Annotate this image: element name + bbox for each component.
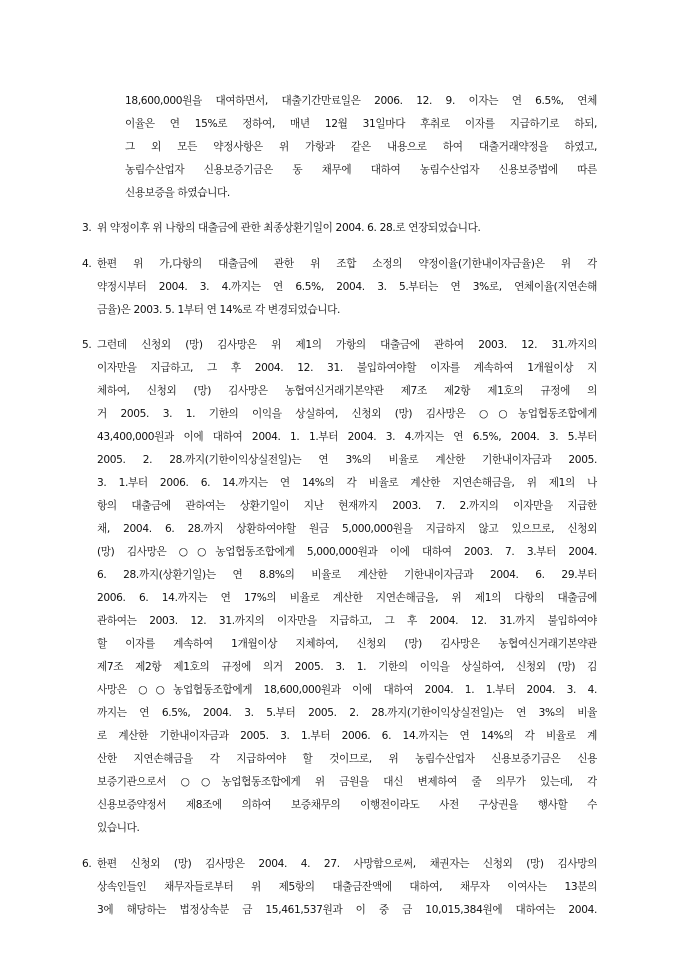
text-line: 할 이자를 계속하여 1개월이상 지체하여, 신청외 (망) 김사망은 농협여신거래기본약관 <box>97 638 597 650</box>
text-line: 거 2005. 3. 1. 기한의 이익을 상실하여, 신청외 (망) 김사망은 ○○농업협동조합에게 <box>97 408 597 420</box>
paragraph-number: 4. <box>82 258 92 270</box>
text-line: 약정시부터 2004. 3. 4.까지는 연 6.5%, 2004. 3. 5.부터는 연 3%로, 연체이율(지연손해 <box>97 281 597 293</box>
text-line: 보증기관으로서 ○○농업협동조합에게 위 금원을 대신 변제하여 줄 의무가 있는데, 각 <box>97 776 597 788</box>
text-line: 3. 1.부터 2006. 6. 14.까지는 연 14%의 각 비율로 계산한 지연손해금을, 위 제1의 나 <box>97 477 597 489</box>
text-line: 신용보증을 하였습니다. <box>125 187 230 199</box>
text-line: 이율은 연 15%로 정하여, 매년 12월 31일마다 후취로 이자를 지급하기로 하되, <box>125 118 597 130</box>
paragraph-number: 3. <box>82 222 92 234</box>
text-line: 6. 28.까지(상환기일)는 연 8.8%의 비율로 계산한 기한내이자금과 2004. 6. 29.부터 <box>97 569 597 581</box>
text-line: 그 외 모든 약정사항은 위 가항과 같은 내용으로 하여 대출거래약정을 하였고, <box>125 141 597 153</box>
text-line: 신용보증약정서 제8조에 의하여 보증채무의 이행전이라도 사전 구상권을 행사할 수 <box>97 799 597 811</box>
text-line: 43,400,000원과 이에 대하여 2004. 1. 1.부터 2004. 3. 4.까지는 연 6.5%, 2004. 3. 5.부터 <box>97 431 597 443</box>
paragraph-number: 6. <box>82 858 92 870</box>
text-line: 금율)은 2003. 5. 1부터 연 14%로 각 변경되었습니다. <box>97 304 341 316</box>
paragraph-number: 5. <box>82 339 92 351</box>
text-line: 로 계산한 기한내이자금과 2005. 3. 1.부터 2006. 6. 14.까지는 연 14%의 각 비율로 계 <box>97 730 597 742</box>
text-line: 2005. 2. 28.까지(기한이익상실전일)는 연 3%의 비율로 계산한 기한내이자금과 2005. <box>97 454 597 466</box>
text-line: (망) 김사망은 ○○농업협동조합에게 5,000,000원과 이에 대하여 2003. 7. 3.부터 2004. <box>97 546 597 558</box>
text-line: 사망은 ○○농업협동조합에게 18,600,000원과 이에 대하여 2004. 1. 1.부터 2004. 3. 4. <box>97 684 597 696</box>
text-line: 위 약정이후 위 나항의 대출금에 관한 최종상환기일이 2004. 6. 28.로 연장되었습니다. <box>97 222 481 234</box>
text-line: 이자만을 지급하고, 그 후 2004. 12. 31. 불입하여야할 이자를 계속하여 1개월이상 지 <box>97 362 597 374</box>
text-line: 제7조 제2항 제1호의 규정에 의거 2005. 3. 1. 기한의 이익을 상실하여, 신청외 (망) 김 <box>97 661 597 673</box>
text-line: 18,600,000원을 대여하면서, 대출기간만료일은 2006. 12. 9. 이자는 연 6.5%, 연체 <box>125 95 597 107</box>
text-line: 2006. 6. 14.까지는 연 17%의 비율로 계산한 지연손해금을, 위 제1의 다항의 대출금에 <box>97 592 597 604</box>
text-line: 항의 대출금에 관하여는 상환기일이 지난 현재까지 2003. 7. 2.까지의 이자만을 지급한 <box>97 500 597 512</box>
text-line: 한편 신청외 (망) 김사망은 2004. 4. 27. 사망함으로써, 채권자는 신청외 (망) 김사망의 <box>97 858 597 870</box>
text-line: 상속인들인 채무자들로부터 위 제5항의 대출금잔액에 대하여, 채무자 이여사는 13분의 <box>97 881 597 893</box>
text-line: 산한 지연손해금을 각 지급하여야 할 것이므로, 위 농림수산업자 신용보증기금은 신용 <box>97 753 597 765</box>
text-line: 그런데 신청외 (망) 김사망은 위 제1의 가항의 대출금에 관하여 2003. 12. 31.까지의 <box>97 339 597 351</box>
text-line: 관하여는 2003. 12. 31.까지의 이자만을 지급하고, 그 후 2004. 12. 31.까지 불입하여야 <box>97 615 597 627</box>
text-line: 3에 해당하는 법정상속분 금 15,461,537원과 이 중 금 10,015,384원에 대하여는 2004. <box>97 904 597 916</box>
text-line: 농림수산업자 신용보증기금은 동 채무에 대하여 농림수산업자 신용보증법에 따른 <box>125 164 597 176</box>
text-line: 까지는 연 6.5%, 2004. 3. 5.부터 2005. 2. 28.까지(기한이익상실전일)는 연 3%의 비율 <box>97 707 597 719</box>
text-line: 채, 2004. 6. 28.까지 상환하여야할 원금 5,000,000원을 지급하지 않고 있으므로, 신청외 <box>97 523 597 535</box>
text-line: 있습니다. <box>97 822 140 834</box>
text-line: 한편 위 가,다항의 대출금에 관한 위 조합 소정의 약정이율(기한내이자금율)은 위 각 <box>97 258 597 270</box>
text-line: 체하여, 신청외 (망) 김사망은 농협여신거래기본약관 제7조 제2항 제1호의 규정에 의 <box>97 385 597 397</box>
